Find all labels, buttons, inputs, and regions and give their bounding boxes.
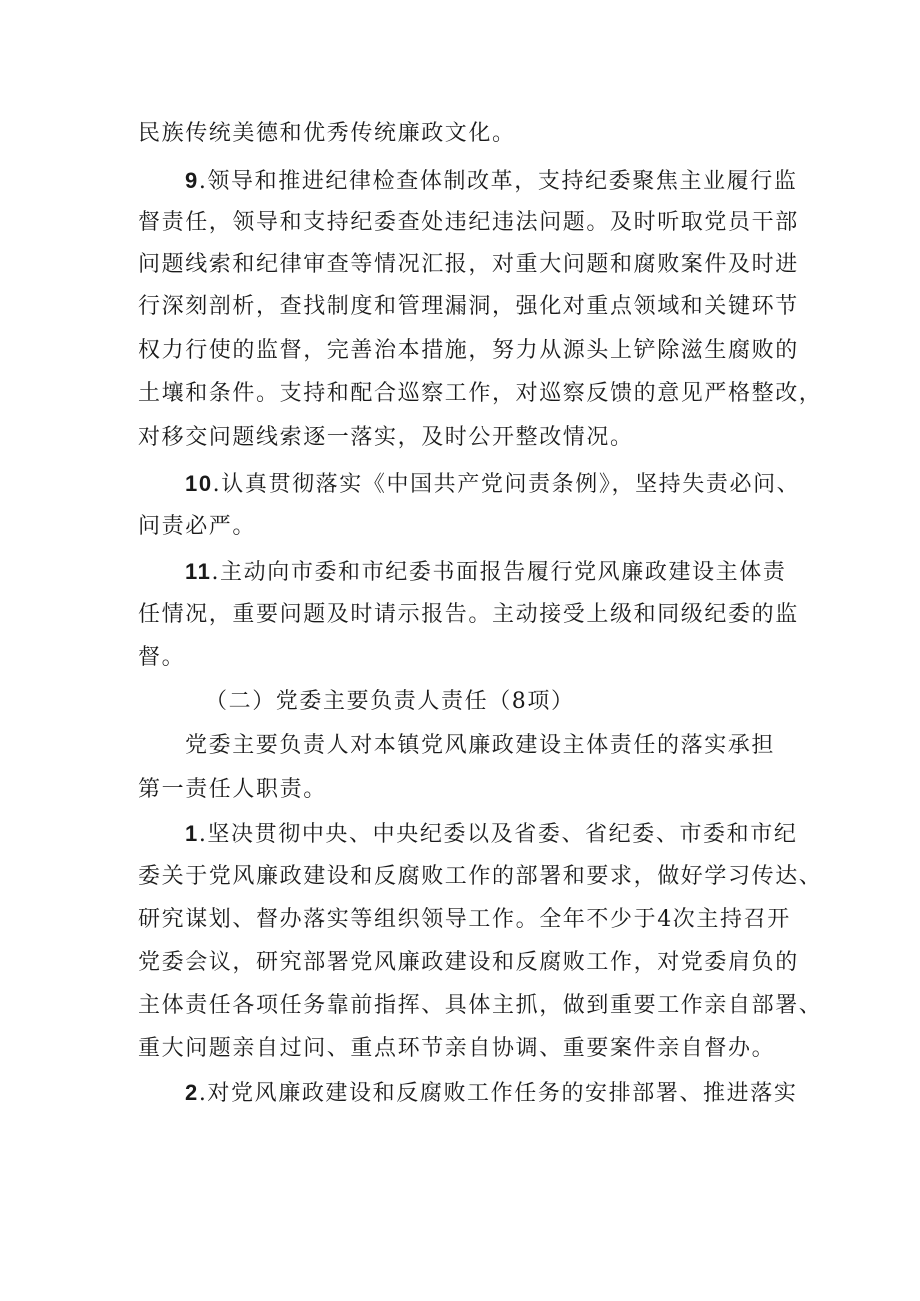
item-11-line: 11.主动向市委和市纪委书面报告履行党风廉政建设主体责 (185, 559, 787, 585)
paragraph-line: 权力行使的监督，完善治本措施，努力从源头上铲除滋生腐败的 (138, 338, 799, 363)
item-number: 10 (185, 471, 213, 496)
paragraph-line: 行深刻剖析，查找制度和管理漏洞，强化对重点领域和关键环节 (138, 294, 799, 319)
paragraph-line: 督责任，领导和支持纪委查处违纪违法问题。及时听取党员干部 (138, 210, 799, 235)
paragraph-line: 任情况，重要问题及时请示报告。主动接受上级和同级纪委的监 (138, 602, 799, 627)
paragraph-line: 对移交问题线索逐一落实，及时公开整改情况。 (138, 425, 634, 450)
paragraph-line: 民族传统美德和优秀传统廉政文化。 (138, 121, 516, 146)
paragraph-line: 问责必严。 (138, 514, 257, 539)
item-number: 2 (185, 1080, 199, 1105)
item-2-line: 2.对党风廉政建设和反腐败工作任务的安排部署、推进落实 (185, 1080, 798, 1106)
paragraph-line: 第一责任人职责。 (138, 777, 327, 802)
paragraph-line: 督。 (138, 645, 186, 670)
section-heading: （二）党委主要负责人责任（8项） (205, 689, 575, 714)
item-1-line: 1.坚决贯彻中央、中央纪委以及省委、省纪委、市委和市纪 (185, 821, 798, 847)
paragraph-line: 重大问题亲自过问、重点环节亲自协调、重要案件亲自督办。 (138, 1036, 776, 1061)
item-number: 1 (185, 821, 199, 846)
paragraph-line: 研究谋划、督办落实等组织领导工作。全年不少于4次主持召开 (138, 907, 791, 932)
paragraph-line: 党委主要负责人对本镇党风廉政建设主体责任的落实承担 (185, 733, 776, 758)
paragraph-line: 委关于党风廉政建设和反腐败工作的部署和要求，做好学习传达、 (138, 864, 823, 889)
item-10-line: 10.认真贯彻落实《中国共产党问责条例》，坚持失责必问、 (185, 471, 801, 497)
item-9-line: 9.领导和推进纪律检查体制改革，支持纪委聚焦主业履行监 (185, 168, 798, 194)
item-number: 9 (185, 168, 199, 193)
item-number: 11 (185, 559, 212, 584)
paragraph-line: 党委会议，研究部署党风廉政建设和反腐败工作，对党委肩负的 (138, 950, 799, 975)
paragraph-line: 主体责任各项任务靠前指挥、具体主抓，做到重要工作亲自部署、 (138, 993, 823, 1018)
paragraph-line: 问题线索和纪律审查等情况汇报，对重大问题和腐败案件及时进 (138, 252, 799, 277)
paragraph-line: 土壤和条件。支持和配合巡察工作，对巡察反馈的意见严格整改， (138, 381, 823, 406)
